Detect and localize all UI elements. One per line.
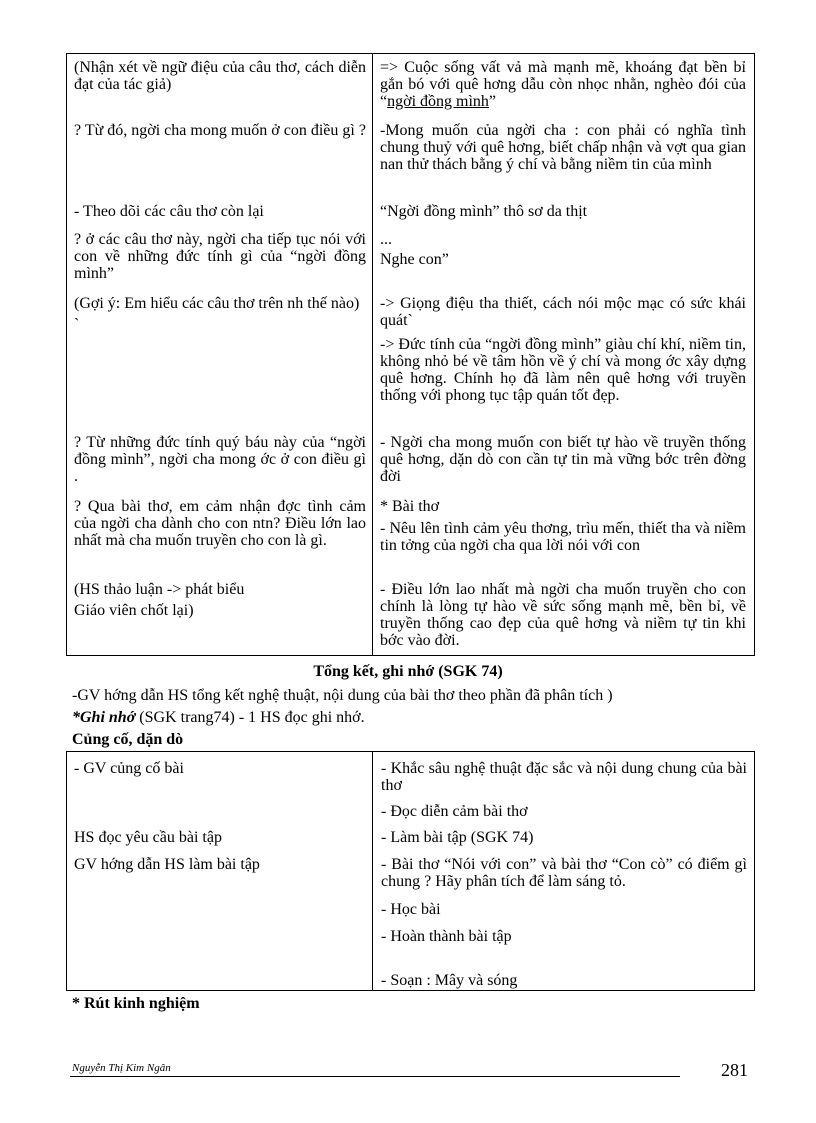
row1-right: => Cuộc sống vất vả mà mạnh mẽ, khoáng đạt bền bỉ gắn bó với quê hơng dẫu còn nhọc nhằn, nghèo đói của “ngời đồng mình” [380,59,746,110]
summary-line-1: -GV hớng dẫn HS tổng kết nghệ thuật, nội dung của bài thơ theo phần đã phân tích ) [72,687,613,704]
table-row [67,203,754,220]
row8-right: - Điều lớn lao nhất mà ngời cha muốn truyền cho con chính là lòng tự hào về sức sống mạnh mẽ, bền bỉ, về truyền thống cao đẹp của quê hơng và niềm tự tin khi bớc vào đời. [380,581,746,649]
row8-left-b: Giáo viên chốt lại) [74,602,194,619]
row5-left-b: ` [74,316,80,333]
c-left-2: HS đọc yêu cầu bài tập [74,829,222,846]
c-left-3: GV hớng dẫn HS làm bài tập [74,856,260,873]
footer-rule [70,1076,680,1077]
c-right-3: - Làm bài tập (SGK 74) [381,829,534,846]
lesson-table-1 [66,53,755,656]
row3-right: “Ngời đồng mình” thô sơ da thịt [380,203,588,220]
row4-right-b: Nghe con” [380,251,449,268]
c-right-1: - Khắc sâu nghệ thuật đặc sắc và nội dung chung của bài thơ [381,760,747,794]
table-row [67,295,754,404]
row2-right: -Mong muốn của ngời cha : con phải có nghĩa tình chung thuỷ với quê hơng, biết chấp nhận và vợt qua gian nan thử thách bằng ý chí và bằng niềm tin của mình [380,122,746,173]
row5-right-a: -> Giọng điệu tha thiết, cách nói mộc mạc có sức khái quát` [380,295,746,329]
table-row [67,231,754,282]
row3-left: - Theo dõi các câu thơ còn lại [74,203,264,220]
row7-left: ? Qua bài thơ, em cảm nhận đợc tình cảm của ngời cha dành cho con ntn? Điều lớn lao nhất mà cha muốn truyền cho con là gì. [74,498,366,549]
table-row [67,498,754,554]
table-row [67,581,754,649]
row6-left: ? Từ những đức tính quý báu này của “ngời đồng mình”, ngời cha mong ớc ở con điều gì . [74,434,366,485]
consolidate-title: Củng cố, dặn dò [72,731,184,748]
c-left-1: - GV củng cố bài [74,760,184,777]
row5-left-a: (Gợi ý: Em hiểu các câu thơ trên nh thế nào) [74,295,360,312]
c-right-6: - Hoàn thành bài tập [381,928,512,945]
row7-right-b: - Nêu lên tình cảm yêu thơng, trìu mến, thiết tha và niềm tin tởng của ngời cha qua lời nói với con [380,520,746,554]
row8-left-a: (HS thảo luận -> phát biểu [74,581,245,598]
summary-title: Tổng kết, ghi nhớ (SGK 74) [313,663,503,680]
row2-left: ? Từ đó, ngời cha mong muốn ở con điều gì ? [74,122,366,139]
page-number: 281 [721,1060,748,1080]
experience-heading: * Rút kinh nghiệm [72,995,200,1012]
row1-left: (Nhận xét về ngữ điệu của câu thơ, cách diễn đạt của tác giả) [74,59,366,93]
row7-right-a: * Bài thơ [380,498,440,515]
row4-left: ? ở các câu thơ này, ngời cha tiếp tục nói với con về những đức tính gì của “ngời đồng mình” [74,231,366,282]
table-row [67,59,754,110]
lesson-table-2 [66,751,755,991]
table-row [67,122,754,173]
footer-author: Nguyễn Thị Kim Ngân [72,1062,171,1074]
row4-right-a: ... [380,231,392,248]
table-row [67,434,754,485]
c-right-7: - Soạn : Mây và sóng [381,972,518,989]
c-right-2: - Đọc diễn cảm bài thơ [381,803,528,820]
summary-line-2: *Ghi nhớ (SGK trang74) - 1 HS đọc ghi nhớ. [72,709,365,726]
row5-right-b: -> Đức tính của “ngời đồng mình” giàu chí khí, niềm tin, không nhỏ bé về tâm hồn về ý chí và mong ớc xây dựng quê hơng. Chính họ đã làm nên quê hơng với truyền thống với phong tục tập quán tốt đẹp. [380,336,746,404]
row6-right: - Ngời cha mong muốn con biết tự hào về truyền thống quê hơng, dặn dò con cần tự tin mà vững bớc trên đờng đời [380,434,746,485]
c-right-5: - Học bài [381,901,441,918]
c-right-4: - Bài thơ “Nói với con” và bài thơ “Con cò” có điểm gì chung ? Hãy phân tích để làm sáng tỏ. [381,856,747,890]
